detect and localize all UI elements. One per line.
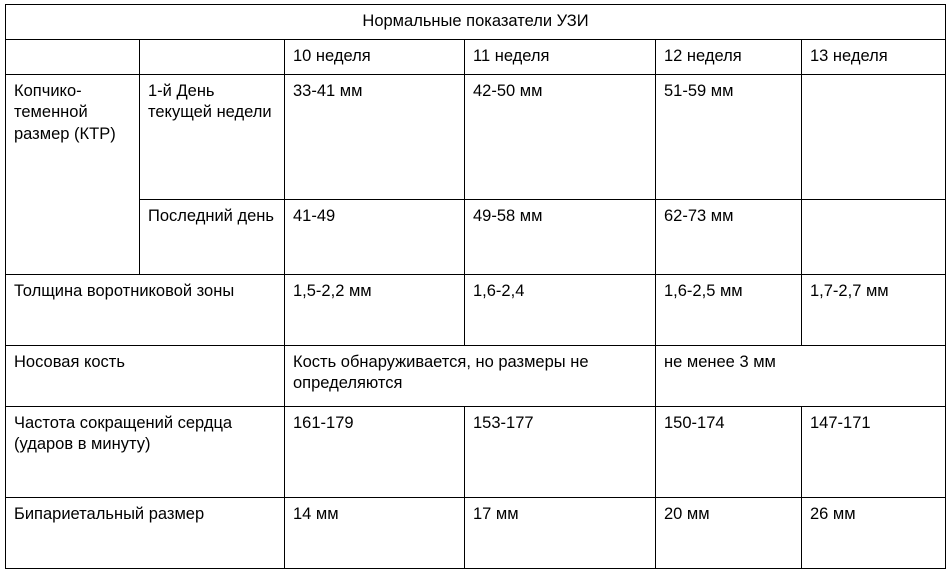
- cell-ktr-last-week11: 49-58 мм: [465, 199, 656, 274]
- cell-ktr-last-week12: 62-73 мм: [656, 199, 802, 274]
- cell-ktr-first-week13: [802, 74, 946, 199]
- page-title: Нормальные показатели УЗИ: [6, 5, 946, 40]
- row-label-ktr: Копчико-теменной размер (КТР): [6, 74, 140, 274]
- table-title-row: [6, 5, 946, 40]
- row-label-heart-rate: Частота сокращений сердца (ударов в минуту): [6, 406, 285, 497]
- ultrasound-norms-table: [5, 4, 946, 569]
- header-week-12: 12 неделя: [656, 39, 802, 74]
- cell-nuchal-week13: 1,7-2,7 мм: [802, 274, 946, 345]
- document-sheet: [0, 4, 949, 541]
- row-sublabel-last-day: Последний день: [140, 199, 285, 274]
- cell-biparietal-week13: 26 мм: [802, 497, 946, 568]
- cell-nuchal-week10: 1,5-2,2 мм: [285, 274, 465, 345]
- cell-biparietal-week11: 17 мм: [465, 497, 656, 568]
- header-blank-2: [140, 39, 285, 74]
- cell-ktr-first-week10: 33-41 мм: [285, 74, 465, 199]
- header-week-11: 11 неделя: [465, 39, 656, 74]
- table-row: [6, 74, 946, 199]
- cell-ktr-first-week11: 42-50 мм: [465, 74, 656, 199]
- table-row: [6, 274, 946, 345]
- table-header-row: [6, 39, 946, 74]
- cell-heart-rate-week12: 150-174: [656, 406, 802, 497]
- header-week-10: 10 неделя: [285, 39, 465, 74]
- cell-biparietal-week10: 14 мм: [285, 497, 465, 568]
- header-blank-1: [6, 39, 140, 74]
- cell-nuchal-week11: 1,6-2,4: [465, 274, 656, 345]
- row-label-nuchal-thickness: Толщина воротниковой зоны: [6, 274, 285, 345]
- table-row: [6, 497, 946, 568]
- cell-ktr-first-week12: 51-59 мм: [656, 74, 802, 199]
- table-row: [6, 345, 946, 406]
- table-row: [6, 199, 946, 274]
- row-label-biparietal: Бипариетальный размер: [6, 497, 285, 568]
- cell-ktr-last-week13: [802, 199, 946, 274]
- cell-heart-rate-week10: 161-179: [285, 406, 465, 497]
- cell-nuchal-week12: 1,6-2,5 мм: [656, 274, 802, 345]
- cell-ktr-last-week10: 41-49: [285, 199, 465, 274]
- cell-heart-rate-week11: 153-177: [465, 406, 656, 497]
- row-sublabel-first-day: 1-й День текущей недели: [140, 74, 285, 199]
- cell-nasal-bone-weeks-12-13: не менее 3 мм: [656, 345, 946, 406]
- row-label-nasal-bone: Носовая кость: [6, 345, 285, 406]
- cell-nasal-bone-weeks-10-11: Кость обнаруживается, но размеры не определяются: [285, 345, 656, 406]
- cell-heart-rate-week13: 147-171: [802, 406, 946, 497]
- table-row: [6, 406, 946, 497]
- cell-biparietal-week12: 20 мм: [656, 497, 802, 568]
- header-week-13: 13 неделя: [802, 39, 946, 74]
